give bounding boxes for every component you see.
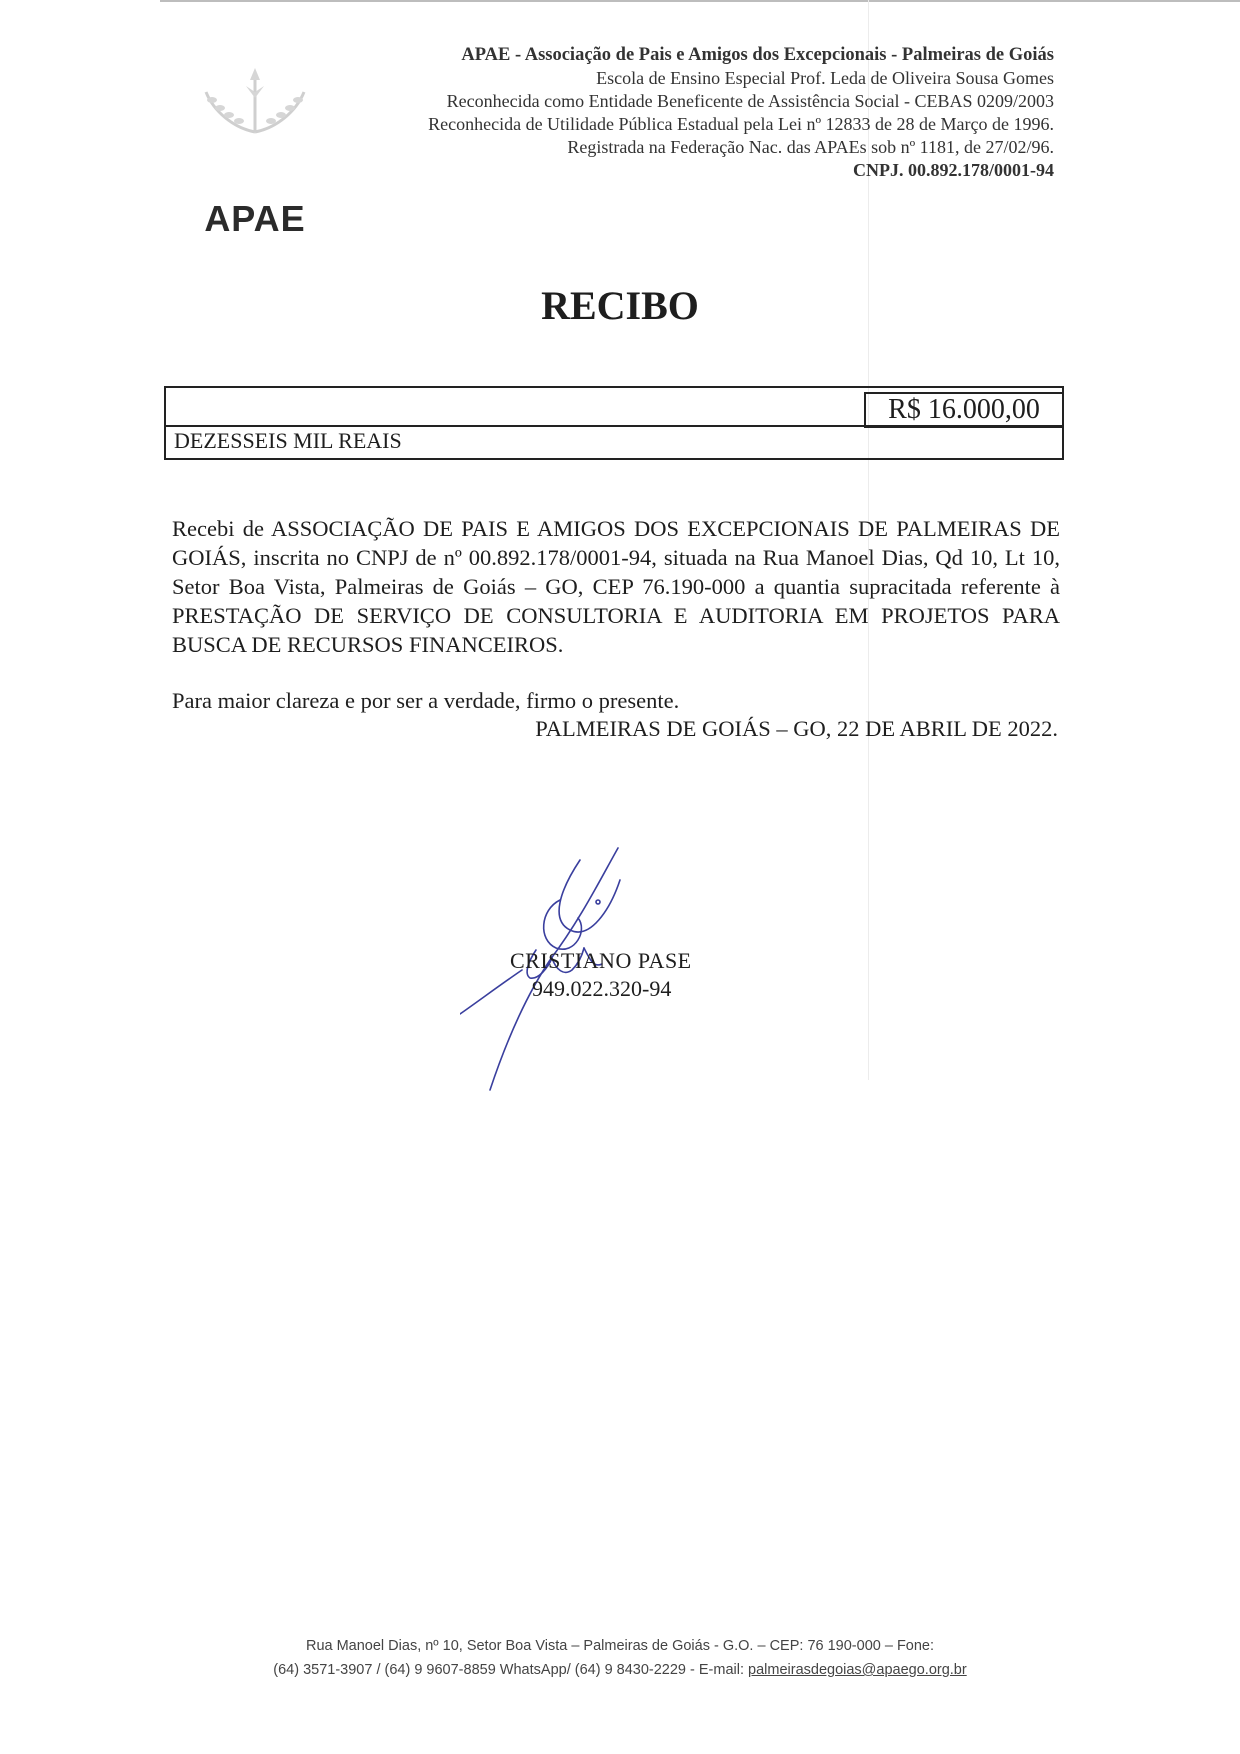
letterhead bbox=[428, 44, 1054, 182]
footer bbox=[0, 1634, 1240, 1682]
amount-in-words: DEZESSEIS MIL REAIS bbox=[174, 428, 402, 453]
org-name: APAE - Associação de Pais e Amigos dos Excepcionais - Palmeiras de Goiás bbox=[461, 45, 1054, 65]
footer-phones: (64) 3571-3907 / (64) 9 9607-8859 WhatsApp/ (64) 9 8430-2229 - E-mail: bbox=[273, 1662, 749, 1678]
apae-logo bbox=[190, 62, 320, 239]
signer-name: CRISTIANO PASE bbox=[510, 948, 692, 973]
amount-value: R$ 16.000,00 bbox=[864, 392, 1064, 428]
footer-address: Rua Manoel Dias, nº 10, Setor Boa Vista – Palmeiras de Goiás - G.O. – CEP: 76 190-000 – Fone: bbox=[305, 1638, 935, 1654]
cebas-line: Reconhecida como Entidade Beneficente de Assistência Social - CEBAS 0209/2003 bbox=[446, 91, 1054, 111]
school-name: Escola de Ensino Especial Prof. Leda de Oliveira Sousa Gomes bbox=[596, 68, 1054, 88]
receipt-body: Recebi de ASSOCIAÇÃO DE PAIS E AMIGOS DOS EXCEPCIONAIS DE PALMEIRAS DE GOIÁS, inscrita no CNPJ de nº 00.892.178/0001-94, situada na Rua Manoel Dias, Qd 10, Lt 10, Setor Boa Vista, Palmeiras de Goiás – GO, CEP 76.190-000 a quantia supracitada referente à PRESTAÇÃO DE SERVIÇO DE CONSULTORIA E AUDITORIA EM PROJETOS PARA BUSCA DE RECURSOS FINANCEIROS. bbox=[172, 516, 1060, 657]
place-date: PALMEIRAS DE GOIÁS – GO, 22 DE ABRIL DE 2022. bbox=[535, 716, 1058, 741]
wheat-emblem-icon bbox=[194, 62, 316, 142]
scan-artifact-line bbox=[160, 0, 1240, 2]
cnpj-line: CNPJ. 00.892.178/0001-94 bbox=[853, 160, 1054, 180]
public-utility-line: Reconhecida de Utilidade Pública Estadual pela Lei nº 12833 de 28 de Março de 1996. bbox=[428, 114, 1054, 134]
footer-contacts bbox=[0, 1658, 1240, 1682]
logo-text: APAE bbox=[204, 198, 306, 239]
signer-cpf: 949.022.320-94 bbox=[532, 976, 672, 1001]
footer-email-link[interactable]: palmeirasdegoias@apaego.org.br bbox=[748, 1662, 967, 1678]
federation-line: Registrada na Federação Nac. das APAEs sob nº 1181, de 27/02/96. bbox=[567, 137, 1054, 157]
page-title: RECIBO bbox=[541, 283, 699, 328]
clarity-statement: Para maior clareza e por ser a verdade, firmo o presente. bbox=[172, 688, 680, 713]
